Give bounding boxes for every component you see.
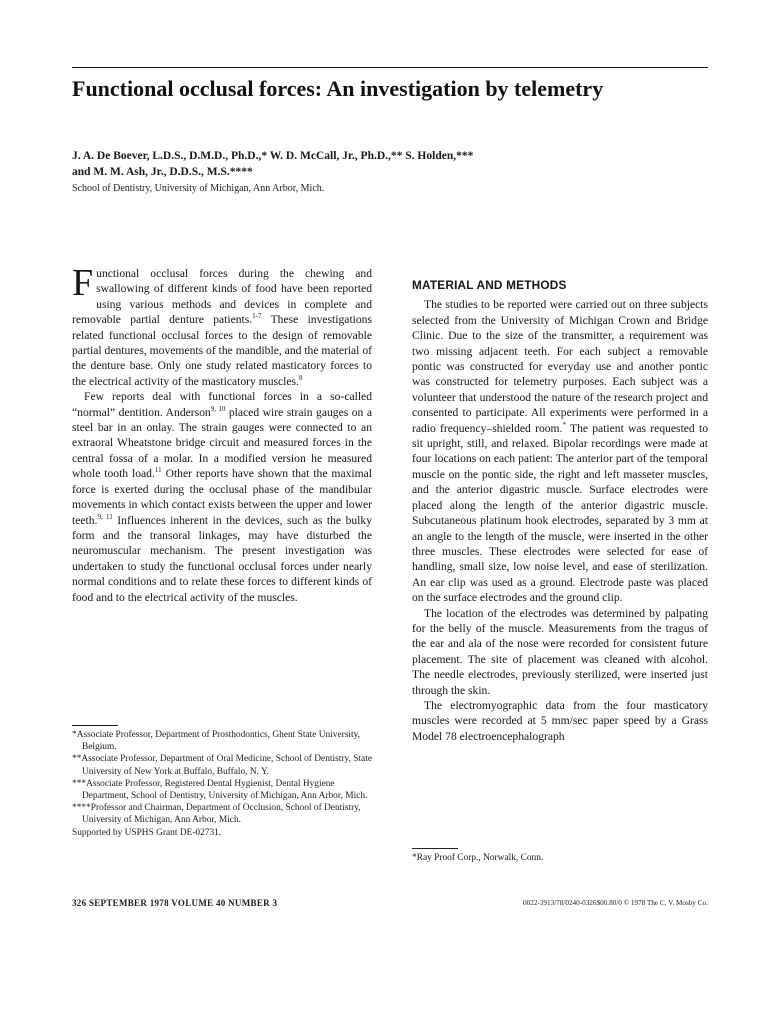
footnote: *Associate Professor, Department of Prosthodontics, Ghent State University, Belgium.	[72, 730, 361, 753]
body-paragraph: The location of the electrodes was determined by palpating for the belly of the muscle. Measurements from the tragus of the ear and ala of the nose were recorded for consistent future placement. The site of placement was cleaned with alcohol. The needle electrodes, previously sterilized, were inserted just through the skin.	[412, 606, 708, 697]
affiliation: School of Dentistry, University of Michigan, Ann Arbor, Mich.	[72, 183, 325, 194]
author-footnotes	[72, 729, 372, 839]
reference-marker: 9, 10	[210, 404, 226, 413]
reference-marker: 1-7	[252, 312, 262, 321]
footnote-marker: *	[562, 420, 566, 429]
copyright-line: 0022-3913/78/0240-0326$00.80/0 © 1978 The C. V. Mosby Co.	[523, 899, 708, 907]
reference-marker: 11	[154, 466, 162, 475]
left-column	[72, 262, 373, 605]
footnote: ***Associate Professor, Registered Dental Hygienist, Dental Hygiene Department, School of Dentistry, University of Michigan, Ann Arbor, Mich.	[72, 778, 368, 802]
top-rule	[72, 67, 708, 68]
body-paragraph: The studies to be reported were carried out on three subjects selected from the University of Michigan Crown and Bridge Clinic. Due to the size of the transmitter, a requirement was two missing adjacent teeth. For each subject a removable pontic was constructed for everyday use and another pontic was constructed for telemetry purposes. Each subject was a volunteer that understood the nature of the research project and consented to participate. All experiments were performed in a radio frequency–shielded room.* The patient was requested to sit upright, still, and relaxed. Bipolar recordings were made at four locations on each patient: The anterior part of the temporal muscle on the pontic side, the right and left masseter muscles, and the anterior digastric muscle. Surface electrodes were placed along the length of the anterior digastric muscle. Subcutaneous platinum hook electrodes, separated by 3 mm at an angle to the length of the muscle, were inserted in the other three muscles. These electrodes were selected for ease of handling, small size, low noise level, and ease of sterilization. An ear clip was used as a ground. Electrode paste was placed on the surface electrodes and the ground clip.	[412, 298, 708, 605]
authors-line-1: J. A. De Boever, L.D.S., D.M.D., Ph.D.,* W. D. McCall, Jr., Ph.D.,** S. Holden,***	[72, 150, 474, 162]
footnote: *Ray Proof Corp., Norwalk, Conn.	[412, 853, 544, 863]
intro-paragraph: Functional occlusal forces during the chewing and swallowing of different kinds of food have been reported using various methods and devices in complete and removable partial denture patients.$^{1-7}$ These investigations related functional occlusal forces to the design of removable partial dentures, movements of the mandible, and the material of the denture base. Only one study related masticatory forces to the electrical activity of the masticatory muscles.$^8$	[72, 262, 372, 388]
footnote: ****Professor and Chairman, Department of Occlusion, School of Dentistry, University of Michigan, Ann Arbor, Mich.	[72, 803, 361, 826]
article-title: Functional occlusal forces: An investigation by telemetry	[72, 76, 604, 101]
page-footer	[72, 898, 708, 912]
authors-line-2: and M. M. Ash, Jr., D.D.S., M.S.****	[72, 166, 253, 178]
reference-marker: 9, 11	[97, 512, 113, 521]
author-list	[72, 148, 708, 180]
footnote: Supported by USPHS Grant DE-02731.	[72, 827, 222, 838]
drop-cap: F	[72, 262, 94, 304]
journal-issue-info: 326 SEPTEMBER 1978 VOLUME 40 NUMBER 3	[72, 898, 278, 908]
right-column	[412, 278, 708, 744]
section-heading: MATERIAL AND METHODS	[412, 278, 567, 292]
footnote-rule	[412, 848, 458, 849]
body-paragraph: The electromyographic data from the four masticatory muscles were recorded at 5 mm/sec paper speed by a Grass Model 78 electroencephalograph	[412, 698, 708, 743]
reference-marker: 8	[298, 373, 303, 382]
body-paragraph: Few reports deal with functional forces in a so-called “normal” dentition. Anderson$^{9, 10}$ placed wire strain gauges on a steel bar in an onlay. The strain gauges were connected to an extraoral Wheatstone bridge circuit and measured forces in the central fossa of a molar. In a modified version he measured whole tooth load.$^{11}$ Other reports have shown that the maximal force is exerted during the occlusal phase of the mandibular movements in which contact exists between the upper and lower teeth.$^{9, 11}$ Influences inherent in the devices, such as the bulky form and the transoral linkages, may have disturbed the neuromuscular mechanism. The present investigation was undertaken to study the functional occlusal forces under nearly normal conditions and to relate these forces to different kinds of food and to the electrical activity of the muscles.	[72, 390, 373, 604]
footnote: **Associate Professor, Department of Oral Medicine, School of Dentistry, State University of New York at Buffalo, Buffalo, N. Y.	[72, 754, 372, 777]
footnote-rule	[72, 725, 118, 726]
